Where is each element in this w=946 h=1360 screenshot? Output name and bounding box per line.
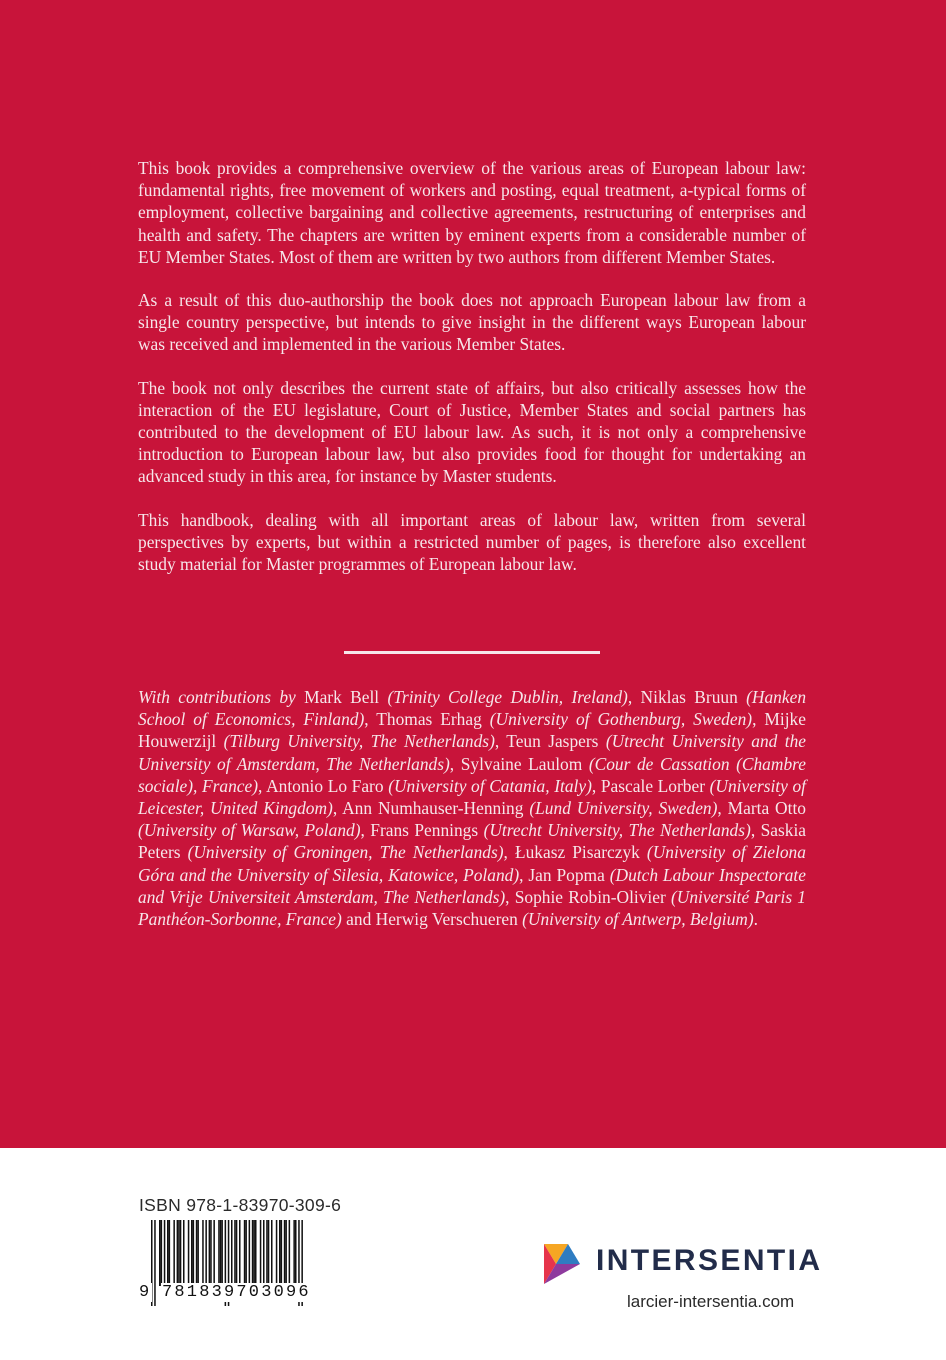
barcode-bar	[234, 1220, 236, 1286]
contributor-name: Frans Pennings	[370, 820, 479, 841]
barcode-bar	[253, 1220, 255, 1286]
contributor-affiliation: (Tilburg University, The Netherlands)	[223, 731, 495, 752]
barcode-bar	[263, 1220, 265, 1286]
contributor-affiliation: (University of Warsaw, Poland)	[138, 820, 361, 841]
barcode-bar	[220, 1220, 222, 1286]
contributor-affiliation: (Utrecht University, The Netherlands)	[483, 820, 751, 841]
barcode-bar	[284, 1220, 286, 1286]
barcode-bar	[249, 1220, 251, 1286]
contributor-separator: ,	[752, 709, 757, 730]
barcode-bar	[268, 1220, 270, 1286]
barcode-bar	[236, 1220, 238, 1286]
contributor-affiliation: (Utrecht University and the University of Amsterdam, The Netherlands)	[138, 731, 806, 774]
intersentia-logo-icon	[538, 1240, 586, 1288]
contributor-separator: ,	[332, 798, 338, 819]
contributor-separator: and	[341, 909, 372, 930]
barcode-bar	[293, 1220, 295, 1286]
barcode-bar	[173, 1220, 175, 1286]
contributor-affiliation: (Cour de Cassation (Chambre sociale), France)	[138, 753, 806, 796]
barcode-bar	[177, 1220, 179, 1286]
contributor-affiliation: (Hanken School of Economics, Finland)	[138, 687, 807, 730]
barcode-bar	[167, 1220, 169, 1286]
barcode-bar	[178, 1220, 180, 1286]
contributor-affiliation: (University of Leicester, United Kingdom)	[138, 775, 807, 819]
barcode-bar	[260, 1220, 262, 1286]
barcode-bar	[159, 1220, 161, 1286]
contributor-separator: ,	[627, 687, 633, 707]
barcode-digits-rest: 781839703096	[162, 1283, 311, 1302]
barcode-digit-first: 9	[139, 1283, 151, 1302]
barcode-bar	[239, 1220, 241, 1286]
barcode-bar	[205, 1220, 207, 1286]
contributor-separator: ,	[494, 731, 500, 752]
contributor-name: Sylvaine Laulom	[460, 753, 583, 774]
contributor-affiliation: (Trinity College Dublin, Ireland)	[387, 687, 628, 707]
blurb-paragraph-4: This handbook, dealing with all important areas of labour law, written from several perspectives by experts, but within a restricted number of pages, is therefore also excellent study material for Master programmes of European labour law.	[138, 509, 806, 575]
contributor-name: Thomas Erhag	[376, 709, 482, 730]
contributors-intro: With contributions by	[138, 687, 296, 707]
barcode-bar	[266, 1220, 268, 1286]
barcode-bar	[255, 1220, 257, 1286]
barcode-bar	[210, 1220, 212, 1286]
barcode-bar	[213, 1220, 215, 1286]
barcode-digits	[139, 1283, 311, 1309]
contributor-name: Herwig Verschueren	[375, 909, 518, 930]
contributor-separator: ,	[505, 886, 510, 907]
contributor-name: Marta Otto	[727, 798, 806, 819]
blurb	[138, 157, 806, 596]
contributor-name: Niklas Bruun	[640, 687, 738, 707]
barcode-bar	[161, 1220, 163, 1286]
contributor-separator: ,	[717, 798, 722, 819]
contributor-separator: ,	[591, 775, 597, 796]
divider-rule	[344, 651, 600, 654]
contributor-affiliation: (University of Gothenburg, Sweden)	[489, 709, 753, 730]
contributor-name: Pascale Lorber	[600, 775, 705, 796]
contributor-separator: ,	[519, 864, 524, 885]
contributor-name: Teun Jaspers	[506, 731, 599, 752]
contributor-separator: ,	[503, 842, 508, 863]
contributors-list	[138, 686, 806, 930]
barcode-bar	[164, 1220, 166, 1286]
contributor-name: Mark Bell	[304, 687, 380, 707]
barcode-bar	[188, 1220, 190, 1286]
barcode-bar	[218, 1220, 220, 1286]
blurb-paragraph-2: As a result of this duo-authorship the book does not approach European labour law from a single country perspective, but intends to give insight in the different ways European labour was received and implemented in the various Member States.	[138, 290, 806, 355]
barcode-bar	[191, 1220, 193, 1286]
barcode-bar	[221, 1220, 223, 1286]
contributor-name: Saskia Peters	[138, 820, 806, 863]
barcode-bar	[252, 1220, 254, 1286]
contributor-affiliation: (University of Zielona Góra and the University of Silesia, Katowice, Poland)	[138, 842, 806, 885]
blurb-paragraph-3: The book not only describes the current state of affairs, but also critically assesses how the interaction of the EU legislature, Court of Justice, Member States and social partners has contributed to the development of EU labour law. As such, it is not only a comprehensive introduction to European labour law, but also provides food for thought for undertaking an advanced study in this area, for instance by Master students.	[138, 377, 806, 487]
barcode-bar	[295, 1220, 297, 1286]
contributor-separator: ,	[360, 820, 365, 841]
contributor-separator: ,	[258, 775, 263, 796]
contributor-affiliation: (Université Paris 1 Panthéon-Sorbonne, France)	[138, 886, 806, 930]
contributor-name: Mijke Houwerzijl	[138, 709, 806, 752]
isbn-label: ISBN 978-1-83970-309-6	[139, 1195, 342, 1215]
contributor-affiliation: (University of Antwerp, Belgium)	[522, 909, 754, 930]
barcode-bar	[281, 1220, 283, 1286]
contributor-affiliation: (Lund University, Sweden)	[529, 798, 718, 819]
contributor-name: Jan Popma	[528, 864, 605, 885]
publisher-name: INTERSENTIA	[596, 1244, 823, 1277]
contributor-affiliation: (Dutch Labour Inspectorate and Vrije Universiteit Amsterdam, The Netherlands)	[138, 864, 806, 907]
blurb-paragraph-1: This book provides a comprehensive overview of the various areas of European labour law: fundamental rights, free movement of workers and posting, equal treatment, a-typical forms of employment, collective bargaining and collective agreements, restructuring of enterprises and health and safety. The chapters are written by eminent experts from a considerable number of EU Member States. Most of them are written by two authors from different Member States.	[138, 158, 806, 267]
publisher-website[interactable]: larcier-intersentia.com	[627, 1292, 795, 1311]
barcode-bar	[279, 1220, 281, 1286]
barcode-bar	[271, 1220, 273, 1286]
barcode-bar	[197, 1220, 199, 1286]
contributor-name: Łukasz Pisarczyk	[514, 842, 640, 863]
contributor-separator: .	[753, 909, 759, 930]
contributor-name: Sophie Robin-Olivier	[514, 886, 666, 907]
barcode-bar	[245, 1220, 247, 1286]
contributor-name: Antonio Lo Faro	[266, 775, 384, 796]
contributor-separator: ,	[364, 709, 369, 730]
contributors-paragraph	[138, 686, 806, 930]
contributor-name: Ann Numhauser-Henning	[342, 798, 524, 819]
barcode-bar	[202, 1220, 204, 1286]
barcode-bar	[180, 1220, 182, 1286]
barcode-bar	[183, 1220, 185, 1286]
contributor-affiliation: (University of Catania, Italy)	[388, 775, 592, 796]
barcode-bar	[244, 1220, 246, 1286]
barcode-bar	[285, 1220, 287, 1286]
barcode-bar	[196, 1220, 198, 1286]
barcode-bar	[169, 1220, 171, 1286]
contributor-separator: ,	[750, 820, 756, 841]
barcode-bar	[193, 1220, 195, 1286]
contributor-separator: ,	[449, 753, 455, 774]
contributor-affiliation: (University of Groningen, The Netherlands)	[187, 842, 504, 863]
barcode-bar	[276, 1220, 278, 1286]
barcode-bar	[209, 1220, 211, 1286]
barcode-bar	[289, 1220, 291, 1286]
barcode-bar	[231, 1220, 233, 1286]
